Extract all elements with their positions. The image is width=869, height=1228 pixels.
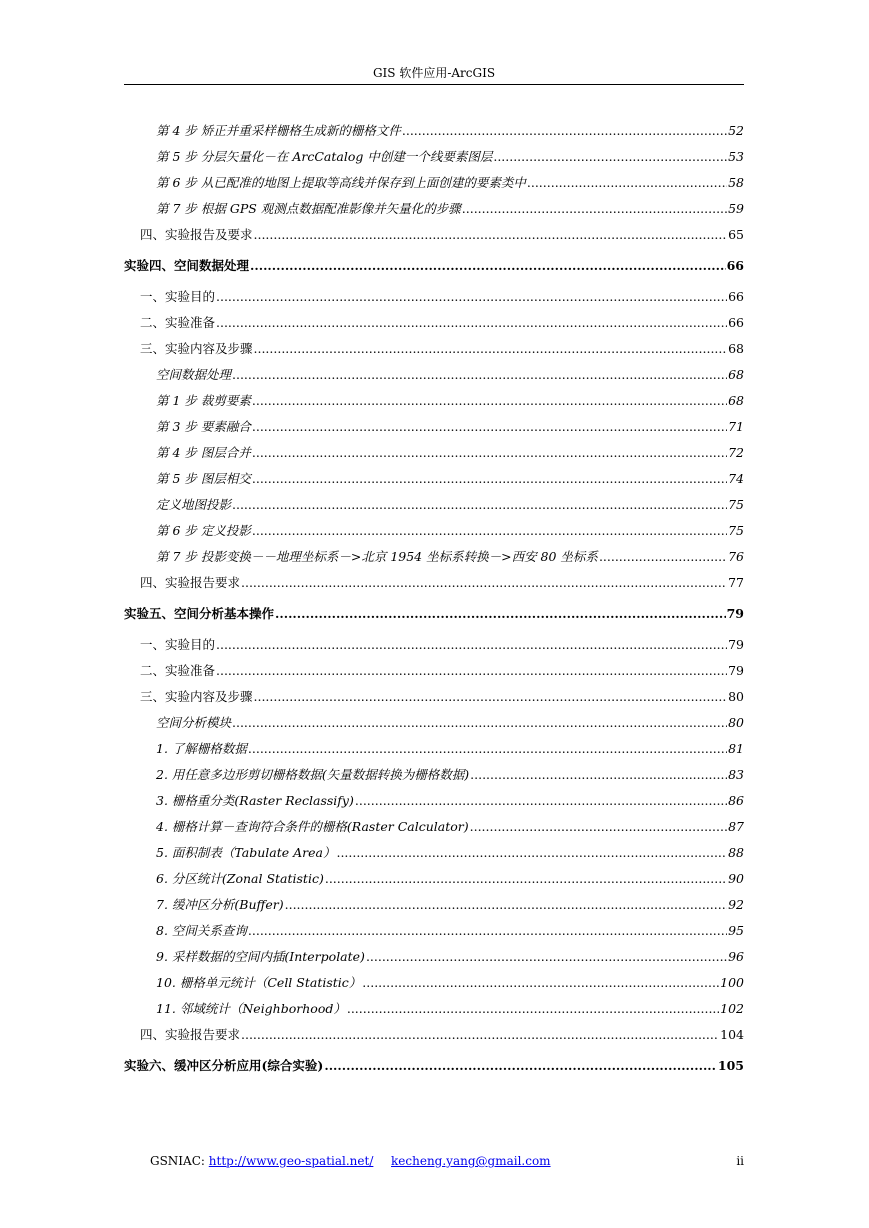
table-of-contents: [124, 118, 744, 1084]
toc-dot-leader: [527, 170, 727, 196]
toc-section-entry[interactable]: [124, 596, 744, 632]
toc-entry[interactable]: [124, 196, 744, 222]
toc-entry-label: 第 4 步 矫正并重采样栅格生成新的栅格文件: [156, 123, 401, 138]
toc-entry-label: 一、实验目的: [140, 637, 216, 652]
toc-dot-leader: [248, 736, 727, 762]
toc-entry-page-number: 75: [728, 523, 744, 538]
toc-entry-label: 三、实验内容及步骤: [140, 689, 253, 704]
toc-entry-page-number: 76: [728, 549, 744, 564]
toc-entry[interactable]: [124, 414, 744, 440]
toc-dot-leader: [216, 284, 727, 310]
toc-entry-page-number: 65: [728, 227, 744, 242]
toc-entry-page-number: 74: [728, 471, 744, 486]
toc-entry-page-number: 88: [728, 845, 744, 860]
toc-dot-leader: [325, 866, 727, 892]
toc-entry[interactable]: [124, 440, 744, 466]
toc-entry[interactable]: [124, 632, 744, 658]
toc-dot-leader: [252, 388, 727, 414]
toc-entry[interactable]: [124, 284, 744, 310]
footer-contact: [150, 1152, 551, 1170]
toc-entry-label: 第 4 步 图层合并: [156, 445, 251, 460]
toc-dot-leader: [254, 336, 728, 362]
toc-dot-leader: [216, 658, 727, 684]
toc-entry-page-number: 83: [728, 767, 744, 782]
toc-entry-label: 二、实验准备: [140, 663, 216, 678]
toc-dot-leader: [355, 788, 727, 814]
toc-dot-leader: [216, 632, 727, 658]
toc-entry-page-number: 66: [726, 258, 744, 273]
page-footer: [150, 1152, 744, 1170]
toc-entry[interactable]: [124, 362, 744, 388]
toc-entry-label: 实验五、空间分析基本操作: [124, 606, 275, 621]
toc-entry-page-number: 87: [728, 819, 744, 834]
toc-entry[interactable]: [124, 518, 744, 544]
toc-entry[interactable]: [124, 310, 744, 336]
toc-dot-leader: [252, 518, 727, 544]
toc-dot-leader: [252, 440, 727, 466]
toc-entry-page-number: 66: [728, 315, 744, 330]
toc-entry-label: 第 6 步 定义投影: [156, 523, 251, 538]
toc-entry-label: 7. 缓冲区分析(Buffer): [156, 897, 284, 912]
toc-entry-page-number: 80: [728, 689, 744, 704]
toc-entry[interactable]: [124, 788, 744, 814]
toc-dot-leader: [275, 596, 726, 632]
toc-entry[interactable]: [124, 1022, 744, 1048]
toc-entry-label: 第 3 步 要素融合: [156, 419, 251, 434]
toc-entry[interactable]: [124, 918, 744, 944]
toc-dot-leader: [470, 814, 727, 840]
toc-entry[interactable]: [124, 118, 744, 144]
toc-dot-leader: [324, 1048, 717, 1084]
toc-entry-page-number: 92: [728, 897, 744, 912]
toc-dot-leader: [250, 248, 726, 284]
toc-entry[interactable]: [124, 762, 744, 788]
toc-dot-leader: [366, 944, 727, 970]
toc-entry[interactable]: [124, 492, 744, 518]
toc-entry[interactable]: [124, 570, 744, 596]
toc-entry-page-number: 66: [728, 289, 744, 304]
toc-entry-page-number: 79: [728, 663, 744, 678]
toc-entry-label: 1. 了解栅格数据: [156, 741, 247, 756]
toc-entry[interactable]: [124, 814, 744, 840]
toc-entry-page-number: 80: [728, 715, 744, 730]
toc-entry-page-number: 68: [728, 393, 744, 408]
toc-entry-page-number: 59: [728, 201, 744, 216]
toc-entry-page-number: 95: [728, 923, 744, 938]
toc-entry-label: 第 7 步 投影变换－－地理坐标系－>北京 1954 坐标系转换－>西安 80 坐标系: [156, 549, 598, 564]
toc-entry[interactable]: [124, 970, 744, 996]
toc-entry[interactable]: [124, 388, 744, 414]
toc-entry-label: 实验六、缓冲区分析应用(综合实验): [124, 1058, 324, 1073]
toc-entry-label: 第 5 步 分层矢量化－在 ArcCatalog 中创建一个线要素图层: [156, 149, 493, 164]
toc-entry[interactable]: [124, 944, 744, 970]
toc-entry[interactable]: [124, 736, 744, 762]
toc-dot-leader: [254, 222, 728, 248]
toc-entry-page-number: 102: [720, 1001, 744, 1016]
toc-entry-label: 4. 栅格计算－查询符合条件的栅格(Raster Calculator): [156, 819, 469, 834]
toc-entry-page-number: 52: [728, 123, 744, 138]
toc-entry-page-number: 79: [726, 606, 744, 621]
toc-entry[interactable]: [124, 222, 744, 248]
toc-entry-page-number: 77: [728, 575, 744, 590]
toc-entry-label: 四、实验报告要求: [140, 575, 241, 590]
toc-dot-leader: [241, 570, 727, 596]
toc-dot-leader: [232, 710, 727, 736]
toc-dot-leader: [232, 492, 727, 518]
toc-dot-leader: [216, 310, 727, 336]
toc-entry[interactable]: [124, 170, 744, 196]
toc-dot-leader: [241, 1022, 719, 1048]
toc-entry-page-number: 96: [728, 949, 744, 964]
toc-section-entry[interactable]: [124, 1048, 744, 1084]
toc-entry[interactable]: [124, 144, 744, 170]
toc-entry-page-number: 72: [728, 445, 744, 460]
footer-email-link[interactable]: kecheng.yang@gmail.com: [391, 1154, 551, 1168]
toc-entry-label: 二、实验准备: [140, 315, 216, 330]
toc-entry-page-number: 75: [728, 497, 744, 512]
toc-entry-label: 实验四、空间数据处理: [124, 258, 250, 273]
toc-dot-leader: [254, 684, 728, 710]
toc-entry-page-number: 79: [728, 637, 744, 652]
toc-entry-label: 第 6 步 从已配准的地图上提取等高线并保存到上面创建的要素类中: [156, 175, 526, 190]
toc-entry-page-number: 81: [728, 741, 744, 756]
toc-dot-leader: [232, 362, 727, 388]
toc-entry-label: 6. 分区统计(Zonal Statistic): [156, 871, 324, 886]
running-header: [124, 64, 744, 85]
toc-entry-label: 5. 面积制表（Tabulate Area）: [156, 845, 336, 860]
toc-dot-leader: [493, 144, 727, 170]
toc-entry-label: 3. 栅格重分类(Raster Reclassify): [156, 793, 354, 808]
toc-dot-leader: [252, 414, 727, 440]
toc-entry-page-number: 100: [720, 975, 744, 990]
footer-website-link[interactable]: http://www.geo-spatial.net/: [208, 1154, 374, 1168]
header-title: GIS 软件应用-ArcGIS: [372, 66, 496, 80]
toc-dot-leader: [599, 544, 727, 570]
toc-entry-page-number: 68: [728, 367, 744, 382]
toc-dot-leader: [402, 118, 727, 144]
toc-dot-leader: [336, 840, 727, 866]
toc-entry[interactable]: [124, 684, 744, 710]
toc-entry-label: 11. 邻域统计（Neighborhood）: [156, 1001, 346, 1016]
toc-dot-leader: [285, 892, 727, 918]
toc-entry-label: 第 1 步 裁剪要素: [156, 393, 251, 408]
toc-entry-label: 定义地图投影: [156, 497, 232, 512]
toc-entry[interactable]: [124, 466, 744, 492]
toc-entry-page-number: 71: [728, 419, 744, 434]
toc-dot-leader: [470, 762, 727, 788]
toc-dot-leader: [462, 196, 727, 222]
toc-section-entry[interactable]: [124, 248, 744, 284]
toc-entry-label: 8. 空间关系查询: [156, 923, 247, 938]
toc-entry-label: 2. 用任意多边形剪切栅格数据(矢量数据转换为栅格数据): [156, 767, 470, 782]
toc-entry-page-number: 105: [717, 1058, 744, 1073]
toc-entry-page-number: 104: [720, 1027, 744, 1042]
toc-entry-page-number: 86: [728, 793, 744, 808]
toc-entry[interactable]: [124, 996, 744, 1022]
toc-entry[interactable]: [124, 336, 744, 362]
toc-entry[interactable]: [124, 658, 744, 684]
toc-entry[interactable]: [124, 866, 744, 892]
footer-org: GSNIAC:: [150, 1154, 205, 1168]
toc-dot-leader: [252, 466, 727, 492]
toc-entry-label: 第 7 步 根据 GPS 观测点数据配准影像并矢量化的步骤: [156, 201, 461, 216]
toc-dot-leader: [347, 996, 719, 1022]
toc-dot-leader: [248, 918, 727, 944]
toc-entry-label: 空间数据处理: [156, 367, 232, 382]
toc-entry-label: 9. 采样数据的空间内插(Interpolate): [156, 949, 365, 964]
toc-entry-label: 第 5 步 图层相交: [156, 471, 251, 486]
toc-entry[interactable]: [124, 710, 744, 736]
toc-entry[interactable]: [124, 544, 744, 570]
toc-entry-page-number: 53: [728, 149, 744, 164]
toc-entry-label: 四、实验报告及要求: [140, 227, 253, 242]
toc-entry-page-number: 68: [728, 341, 744, 356]
toc-entry-page-number: 90: [728, 871, 744, 886]
toc-entry[interactable]: [124, 840, 744, 866]
toc-entry-label: 三、实验内容及步骤: [140, 341, 253, 356]
toc-entry-page-number: 58: [728, 175, 744, 190]
toc-entry[interactable]: [124, 892, 744, 918]
toc-entry-label: 10. 栅格单元统计（Cell Statistic）: [156, 975, 362, 990]
toc-dot-leader: [362, 970, 719, 996]
toc-entry-label: 四、实验报告要求: [140, 1027, 241, 1042]
footer-page-number: ii: [736, 1154, 744, 1168]
toc-entry-label: 空间分析模块: [156, 715, 232, 730]
toc-entry-label: 一、实验目的: [140, 289, 216, 304]
